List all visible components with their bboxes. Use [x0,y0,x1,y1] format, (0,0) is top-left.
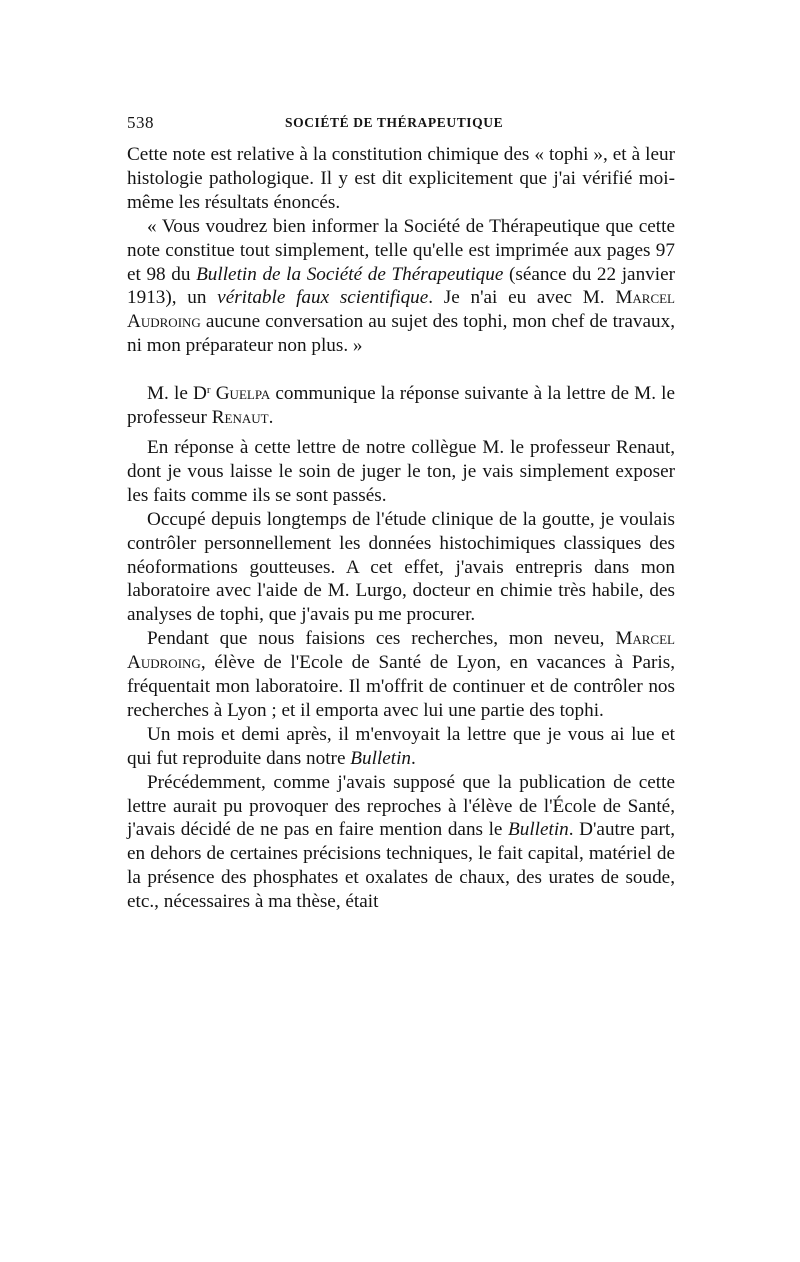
paragraph-7-end: . [411,747,416,769]
quote-text-start: « Vous voudrez bien informer la Société de Thérapeutique que cette note constitue tout simplement, telle qu'elle est imprimée aux pages 97 et 98 du [127,215,675,285]
paragraph-7-start: Un mois et demi après, il m'envoyait la lettre que je vous ai lue et qui fut reproduite dans notre [127,723,675,769]
paragraph-3-end: . [268,407,274,429]
name-marcel-audroing-2: Marcel Audroing [127,628,675,674]
bulletin-italic: Bulletin [350,747,412,769]
faux-scientifique-italic: véritable faux scientifique [217,287,429,309]
quote-text-after: . Je n'ai eu avec M. [428,287,616,309]
paragraph-8-end: . D'autre part, en dehors de certaines précisions techniques, le fait capital, matériel de la présence des phosphates et oxalates de chaux, des urates de soude, etc., nécessaires à ma thèse, était [127,819,675,913]
name-marcel-audroing: Marcel Audroing [127,287,676,333]
paragraph-3 [127,382,675,430]
doctor-superscript: r [206,384,211,397]
page-header [127,113,675,139]
paragraph-7 [127,723,675,771]
bulletin-italic-2: Bulletin [508,819,569,841]
paragraph-6-start: Pendant que nous faisions ces recherches, mon neveu, [147,628,616,650]
name-renaut: Renaut [211,407,269,429]
paragraph-3-start: M. le D [147,383,207,405]
paragraph-1 [127,143,675,215]
paragraph-8-start: Précédemment, comme j'avais supposé que la publication de cette lettre aurait pu provoquer des reproches à l'élève de l'École de Santé, j'avais décidé de ne pas en faire mention dans le [127,771,675,841]
paragraph-5-text: Occupé depuis longtemps de l'étude clinique de la goutte, je voulais contrôler personnellement les données histochimiques classiques des néoformations goutteuses. A cet effet, j'avais entrepris dans mon laboratoire avec l'aide de M. Lurgo, docteur en chimie très habile, des analyses de tophi, que j'avais pu me procurer. [127,508,675,626]
paragraph-2-quote [127,215,675,358]
running-title: SOCIÉTÉ DE THÉRAPEUTIQUE [285,115,504,130]
paragraph-6-end: , élève de l'Ecole de Santé de Lyon, en vacances à Paris, fréquentait mon laboratoire. Il m'offrit de continuer et de contrôler nos recherches à Lyon ; et il emporta avec lui une partie des tophi. [127,652,675,721]
book-page [127,113,675,914]
quote-text-end: aucune conversation au sujet des tophi, mon chef de travaux, ni mon préparateur non plus. » [127,311,675,357]
paragraph-4-text: En réponse à cette lettre de notre collègue M. le professeur Renaut, dont je vous laisse le soin de juger le ton, je vais simplement exposer les faits comme ils se sont passés. [127,436,675,506]
paragraph-4 [127,436,675,508]
paragraph-1-text: Cette note est relative à la constitution chimique des « tophi », et à leur histologie pathologique. Il y est dit explicitement que j'ai vérifié moi-même les résultats énoncés. [127,144,675,213]
paragraph-3-middle: communique la réponse suivante à la lettre de M. le professeur [127,383,675,429]
paragraph-8 [127,771,675,914]
paragraph-5 [127,508,675,628]
quote-text-middle: (séance du 22 janvier 1913), un [127,263,676,309]
name-guelpa: Guelpa [210,383,271,405]
body-text [127,143,675,914]
paragraph-6 [127,627,675,723]
bulletin-title-italic: Bulletin de la Société de Thérapeutique [196,263,504,285]
page-number: 538 [127,113,154,132]
